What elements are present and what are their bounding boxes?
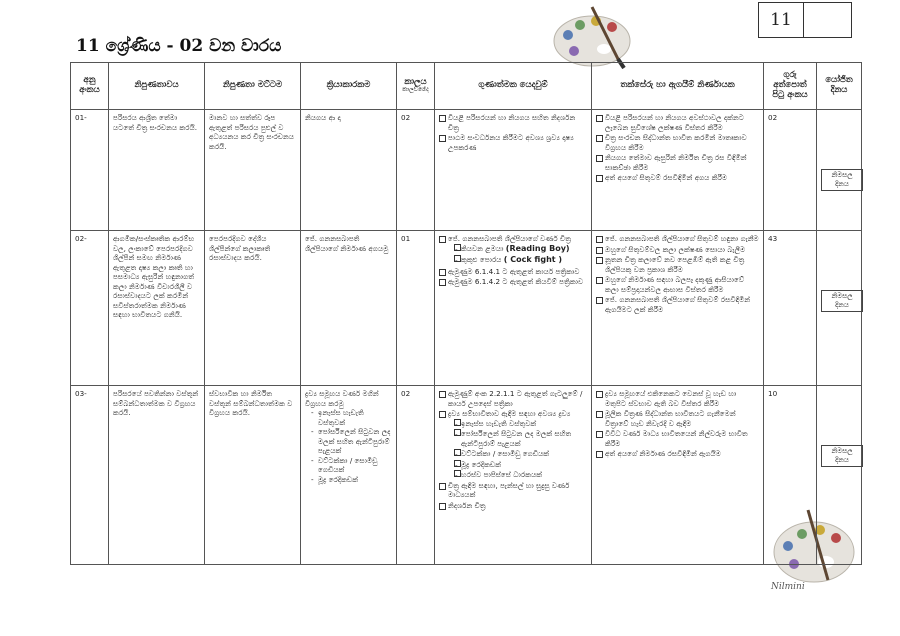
competency-level-cell: පෙරපරදිගව දේශීය ශිල්පීන්ගේ කලාකෘති රසාස්වාදය කරයි.	[205, 231, 301, 386]
date-badge: නිමසල දිනය	[821, 290, 863, 312]
date-badge: නිමසල දිනය	[821, 169, 863, 191]
list-item: ඇමුණුම 6.1.4.2 ට ඇතුළත් කියවීම් පත්‍රිකාව	[439, 277, 587, 287]
header-cell: යෝජිත දිනය	[817, 63, 862, 110]
list-item: ඇමුණුම් අංක 2.2.1.1 ට ඇතුළත් ගැටලුමේ / කාර්ය උපදෙස් පත්‍රිකා	[439, 389, 587, 408]
list-item: මූලික විත්‍රණ සිද්ධාන්ත භාවිතයට ගැනීමෙන් විත්‍රාවේ හැඩ නිවැරදි ව ඇඳීම	[596, 409, 759, 428]
sub-list-item: - ඉනැස්ස හැඩැති වස්තුවක්	[311, 408, 392, 427]
list-item: ඔහුගේ නිර්මාණ සඳහා බලපෑ දකුණු ආසියාවේ කලා සම්ප්‍රදායන්වල ආභාස විස්තර කිරීම	[596, 275, 759, 294]
sub-list-item: - කුකුළු පොරය ( Cock fight )	[454, 255, 587, 266]
sub-list-item: - හරස්ව පාපිස්සේ ධාරකයක්	[454, 470, 587, 480]
list-item: නියගය තේමාව ඇසුරින් නිර්මිත චිත්‍ර රස විඳිමින් සාකච්ඡා කිරීම	[596, 153, 759, 172]
header-cell: අනු අංකය	[71, 63, 109, 110]
date-badge: නිමසල දිනය	[821, 445, 863, 467]
sub-list-item: - පෝර්සිලෙන් සිටුවන ලද මලක් සහිත ඇන්ටිපුරාම් පැළයක්	[311, 427, 392, 456]
list-item: නූතන චිත්‍ර කලාවේ නව පෙළඹීම් ඇති කළ චිත්‍ර ශිල්පියකු වන ප්‍රකාශ කිරීම	[596, 255, 759, 274]
time-cell: 02	[397, 110, 435, 231]
list-item: අත් අයගේ සිතුවම් රසවිඳිමින් අගය කිරීම	[596, 173, 759, 183]
header-cell: නිපුණතා මට්ටම	[205, 63, 301, 110]
sub-list-item: - වට්ටක්කා / සොමිඩු ගෙඩියක්	[454, 449, 587, 459]
row-number: 03-	[71, 386, 109, 565]
activity-cell: ද්‍රව්‍ය සමූහය වර්ණ මගින් විග්‍රහය කරමු - ඉනැස්ස හැඩැති වස්තුවක් - පෝර්සිලෙන් සිටුවන ලද මලක් සහිත ඇන්ටිපුරාම් පැළයක් - වට්ටක්කා / සොමිඩු ගෙඩියක් - මූද්‍ර රෙදිකඩක්	[301, 386, 397, 565]
teacher-guide-page-cell: 43	[764, 231, 817, 386]
paint-palette-icon	[548, 5, 636, 69]
header-cell: නිපුණතාවය	[109, 63, 205, 110]
list-item: නිදර්ශන චිත්‍ර	[439, 501, 587, 511]
sub-list-item: - ඉනැස්ස හැඩැති වස්තුවක්	[454, 419, 587, 429]
proposed-date-cell	[817, 231, 862, 386]
sub-list-item: - මූද්‍ර රෙදිකඩක්	[311, 475, 392, 485]
row-number: 02-	[71, 231, 109, 386]
page-number: 11	[759, 3, 804, 37]
list-item: චිත්‍ර සංරචන සිද්ධාන්ත භාවිත කරමින් මාතෘකාව විග්‍රහය කිරීම	[596, 133, 759, 152]
inputs-cell	[435, 231, 592, 386]
competency-level-cell: ස්වභාවික හා නිර්මිත වස්තූන් සම්බන්ධතාත්මක ව විග්‍රහය කරයි.	[205, 386, 301, 565]
competency-cell: පරිසරය ආශ්‍රිත තේමා යටතේ චිත්‍ර සංරචනය කරයි.	[109, 110, 205, 231]
proposed-date-cell	[817, 386, 862, 565]
list-item: පාඨම සංවර්ධනය කිරීමට අවශ්‍ය ශ්‍රව්‍ය දෘෂ්‍ය උපකරණ	[439, 133, 587, 152]
criteria-cell	[592, 386, 764, 565]
teacher-guide-page-cell: 10	[764, 386, 817, 565]
competency-level-cell: මානව හා සත්ත්ව රූප ඇතුළත් පරිසරය පුළුල් ව අධ්‍යයනය කර චිත්‍ර සංරචනය කරයි.	[205, 110, 301, 231]
header-cell: තක්සේරු හා ඇගයීම් නිර්ණායක	[592, 63, 764, 110]
activity-cell: නියගය ආ දා	[301, 110, 397, 231]
header-cell: ක්‍රියාකාරකම	[301, 63, 397, 110]
page-number-blank	[804, 3, 851, 37]
inputs-cell	[435, 386, 592, 565]
page-number-box	[758, 2, 852, 38]
list-item: ද්‍රව්‍ය සමූහයේ එකිනෙකට වෙනස් වූ හැඩ හා මතුපිට ස්වභාව ඇති බව විස්තර කිරීම	[596, 389, 759, 408]
sub-list-item: - වට්ටක්කා / සොමිඩු ගෙඩියක්	[311, 456, 392, 475]
list-item: ඔහුගේ සිතුවම්වල කලා ලක්ෂණ සොයා බැලීම	[596, 245, 759, 255]
list-item: විවිධ වර්ණ මාධ්‍ය භාවිතයෙන් නිල්වරුම භාවිත කිරීම	[596, 429, 759, 448]
time-cell: 02	[397, 386, 435, 565]
table-row	[71, 110, 862, 231]
list-item: අත් අයගේ නිර්මාණ රසවිඳිමින් ඇගයීම	[596, 449, 759, 459]
list-item: ද්‍රව්‍ය සම්භාවිතාව ඇඳීම සඳහා අවශ්‍ය ද්‍රව්‍ය - ඉනැස්ස හැඩැති වස්තුවක් - පෝර්සිලෙන් සිටුවන ලද මලක් සහිත ඇන්ටිපුරාම් පැළයක් - වට්ටක්කා / සොමිඩු ගෙඩියක් - මූද්‍ර රෙදිකඩක් - හරස්ව පාපිස්සේ ධාරකයක්	[439, 409, 587, 480]
competency-cell: පරිසරයේ පවතින්නා වස්තූන් සම්බන්ධතාත්මක ව විග්‍රහය කරයි.	[109, 386, 205, 565]
header-cell: ගුරු අත්පොත් පිටු අංකය	[764, 63, 817, 110]
lesson-plan-table	[70, 62, 862, 565]
row-number: 01-	[71, 110, 109, 231]
teacher-guide-page-cell: 02	[764, 110, 817, 231]
list-item: ඇමුණුම 6.1.4.1 ට ඇතුළත් කාර්ය පත්‍රිකාව	[439, 267, 587, 277]
table-row	[71, 386, 862, 565]
time-cell: 01	[397, 231, 435, 386]
list-item: ජේ. ගනනසබාපති ශිල්පියාගේ සිතුවම් රසවිඳිමින් ඇගයීමට ලක් කිරීම	[596, 295, 759, 314]
sub-list-item: - පෝර්සිලෙන් සිටුවන ලද මලක් සහිත ඇන්ටිපුරාම් පැළයක්	[454, 429, 587, 448]
sub-list-item: - කියවන ළමයා (Reading Boy)	[454, 244, 587, 255]
signature: Nilmini	[771, 582, 805, 592]
list-item: ජේ. ගනනසබාපති ශිල්පියාගේ වර්ණ චිත්‍ර - කියවන ළමයා (Reading Boy) - කුකුළු පොරය ( Cock fight )	[439, 234, 587, 266]
list-item: වියළි පරිසරයන් හා නියගය සහිත නිදර්ශන චිත්‍ර	[439, 113, 587, 132]
page-title: 11 ශ්‍රේණිය - 02 වන වාරය	[76, 36, 282, 56]
competency-cell: ආගමික/සංස්කෘතික ආරම්භ වල, ලංකාවේ පෙරපරදිගව ශිල්පීන් සමඟ නිර්මාණ ඇතුළත දෘෂ්‍ය කලා කෘති හා පසමාධ්‍ය ඇසුරින් හඳුනාගත් කලා නිර්මාණ විචාරශීලී ව රසාස්වාදයට ලක් කරමින් සවිස්තරාත්මක නිර්මාණ සඳහා භාවිතයට ගනියි.	[109, 231, 205, 386]
inputs-cell	[435, 110, 592, 231]
criteria-cell	[592, 231, 764, 386]
activity-cell: ජේ. ගනනසබාපති ශිල්පියාගේ නිර්මාණ අගයමු	[301, 231, 397, 386]
sub-list-item: - මූද්‍ර රෙදිකඩක්	[454, 460, 587, 470]
list-item: චිත්‍ර ඇඳීම සඳහා, පැන්සල් හා සුදුසු වර්ණ මාධ්‍යයක්	[439, 481, 587, 500]
proposed-date-cell	[817, 110, 862, 231]
table-header-row	[71, 63, 862, 110]
header-cell: කාලය කාලච්ඡේද	[397, 63, 435, 110]
table-row	[71, 231, 862, 386]
criteria-cell	[592, 110, 764, 231]
list-item: ජේ. ගනනසබාපති ශිල්පියාගේ සිතුවම් හඳුනා ගැනීම	[596, 234, 759, 244]
header-cell: ගුණාත්මක යෙදවුම්	[435, 63, 592, 110]
list-item: වියළි පරිසරයන් හා නියගය අවස්ථාවල දක්නට ලැබෙන සුවිශේෂ ලක්ෂණ විස්තර කිරීම	[596, 113, 759, 132]
